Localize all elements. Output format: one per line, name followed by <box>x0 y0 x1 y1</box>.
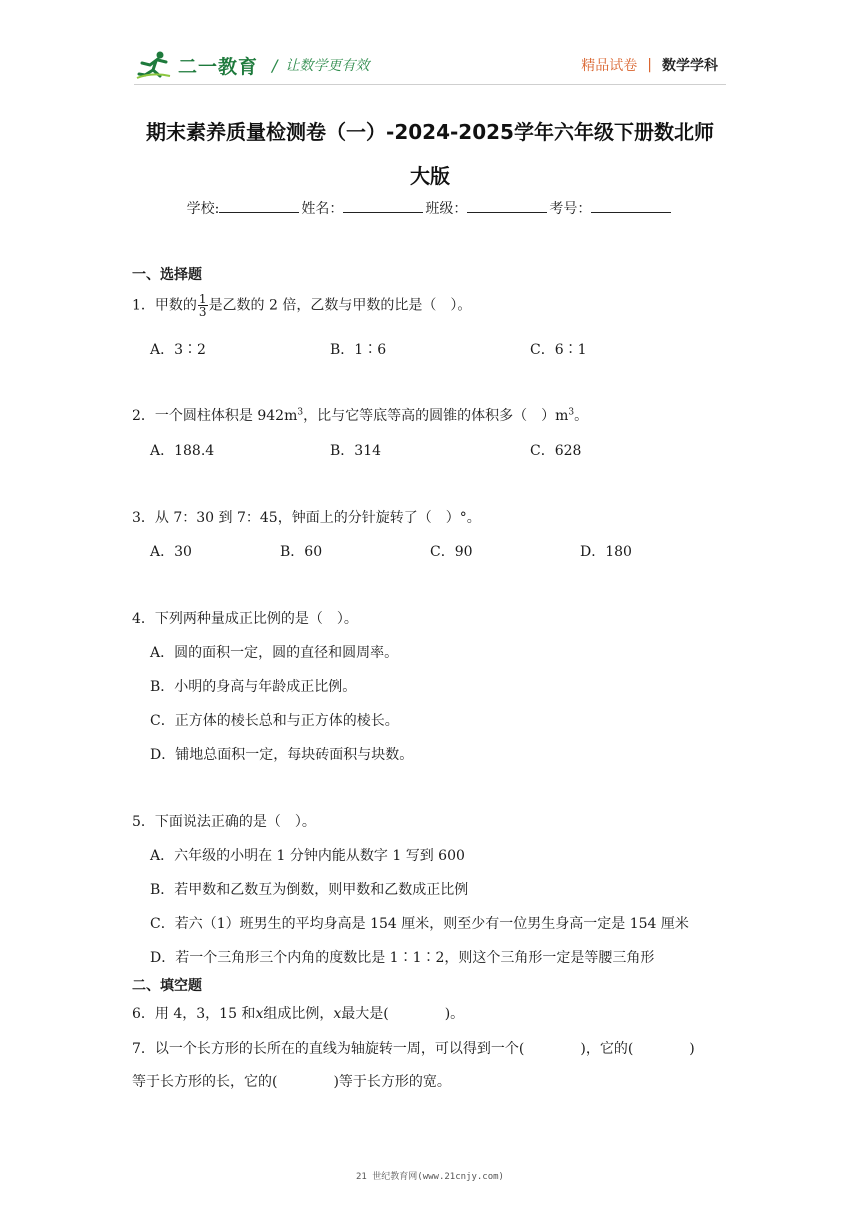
page-title-line1: 期末素养质量检测卷（一）-2024-2025学年六年级下册数北师 <box>146 120 714 144</box>
header-separator: | <box>647 57 652 73</box>
logo-slogan: 让数学更有效 <box>285 58 370 74</box>
student-info-row <box>0 198 860 218</box>
header-right <box>581 55 718 75</box>
q5-option-a: A．六年级的小明在 1 分钟内能从数字 1 写到 600 <box>150 848 465 864</box>
runner-logo-icon <box>136 50 172 80</box>
q4-option-c: C．正方体的棱长总和与正方体的棱长。 <box>150 713 399 729</box>
q2-option-a: A．188.4 <box>150 443 215 459</box>
q1-fraction <box>198 293 208 318</box>
q2-mid: ，比与它等底等高的圆锥的体积多（ ）m <box>303 408 569 424</box>
q1-frac-den: 3 <box>198 305 207 319</box>
section-fill-heading: 二、填空题 <box>132 978 202 994</box>
section-choice-heading: 一、选择题 <box>132 267 202 283</box>
q6-post: 最大是( )。 <box>341 1006 465 1022</box>
question-2 <box>132 405 588 425</box>
question-3: 3．从 7：30 到 7：45，钟面上的分针旋转了（ ）°。 <box>132 510 481 526</box>
logo <box>136 48 369 82</box>
q2-post: 。 <box>574 408 589 424</box>
q3-option-c: C．90 <box>430 544 473 560</box>
q4-option-d: D．铺地总面积一定，每块砖面积与块数。 <box>150 747 414 763</box>
q3-option-d: D．180 <box>580 544 632 560</box>
q2-option-b: B．314 <box>330 443 382 459</box>
question-6 <box>132 1003 464 1023</box>
question-7-line1: 7．以一个长方形的长所在的直线为轴旋转一周，可以得到一个( )，它的( ) <box>132 1041 695 1057</box>
page-footer: 21 世纪教育网(www.21cnjy.com) <box>356 1172 504 1182</box>
q1-post: 是乙数的 2 倍，乙数与甲数的比是（ ）。 <box>208 297 472 314</box>
subject-label: 数学学科 <box>662 58 718 74</box>
logo-text: 二一教育 <box>178 55 259 78</box>
question-7-line2: 等于长方形的长，它的( )等于长方形的宽。 <box>132 1074 451 1090</box>
q4-option-b: B．小明的身高与年龄成正比例。 <box>150 679 357 695</box>
q2-option-c: C．628 <box>530 443 582 459</box>
q5-option-c: C．若六（1）班男生的平均身高是 154 厘米，则至少有一位男生身高一定是 154 厘米 <box>150 916 689 932</box>
school-blank <box>219 198 299 213</box>
page-title-line2: 大版 <box>410 164 450 188</box>
q3-option-a: A．30 <box>150 544 192 560</box>
header-divider <box>134 84 726 85</box>
q6-pre: 6．用 4，3，15 和 <box>132 1006 256 1022</box>
q6-var1: x <box>255 1006 264 1022</box>
q1-pre: 1．甲数的 <box>132 297 197 314</box>
question-4: 4．下列两种量成正比例的是（ ）。 <box>132 611 358 627</box>
q1-option-a: A．3∶2 <box>150 342 206 358</box>
class-label: 班级： <box>425 201 468 217</box>
q4-option-a: A．圆的面积一定，圆的直径和圆周率。 <box>150 645 399 661</box>
question-1 <box>132 293 471 318</box>
q1-option-c: C．6∶1 <box>530 342 587 358</box>
q5-option-d: D．若一个三角形三个内角的度数比是 1∶1∶2，则这个三角形一定是等腰三角形 <box>150 950 655 966</box>
school-label: 学校: <box>186 201 220 217</box>
q2-sup1: 3 <box>297 407 304 418</box>
q1-option-b: B．1∶6 <box>330 342 387 358</box>
exam-no-blank <box>591 198 671 213</box>
question-5: 5．下面说法正确的是（ ）。 <box>132 814 316 830</box>
exam-no-label: 考号： <box>549 201 592 217</box>
name-label: 姓名： <box>301 201 344 217</box>
q6-mid: 组成比例， <box>263 1006 334 1022</box>
class-blank <box>467 198 547 213</box>
q5-option-b: B．若甲数和乙数互为倒数，则甲数和乙数成正比例 <box>150 882 469 898</box>
q6-var2: x <box>333 1006 342 1022</box>
q1-frac-num: 1 <box>198 292 207 306</box>
q3-option-b: B．60 <box>280 544 323 560</box>
name-blank <box>343 198 423 213</box>
q2-pre: 2．一个圆柱体积是 942m <box>132 408 298 424</box>
logo-slash: / <box>272 55 278 75</box>
q2-sup2: 3 <box>568 407 575 418</box>
premium-label: 精品试卷 <box>581 58 638 74</box>
